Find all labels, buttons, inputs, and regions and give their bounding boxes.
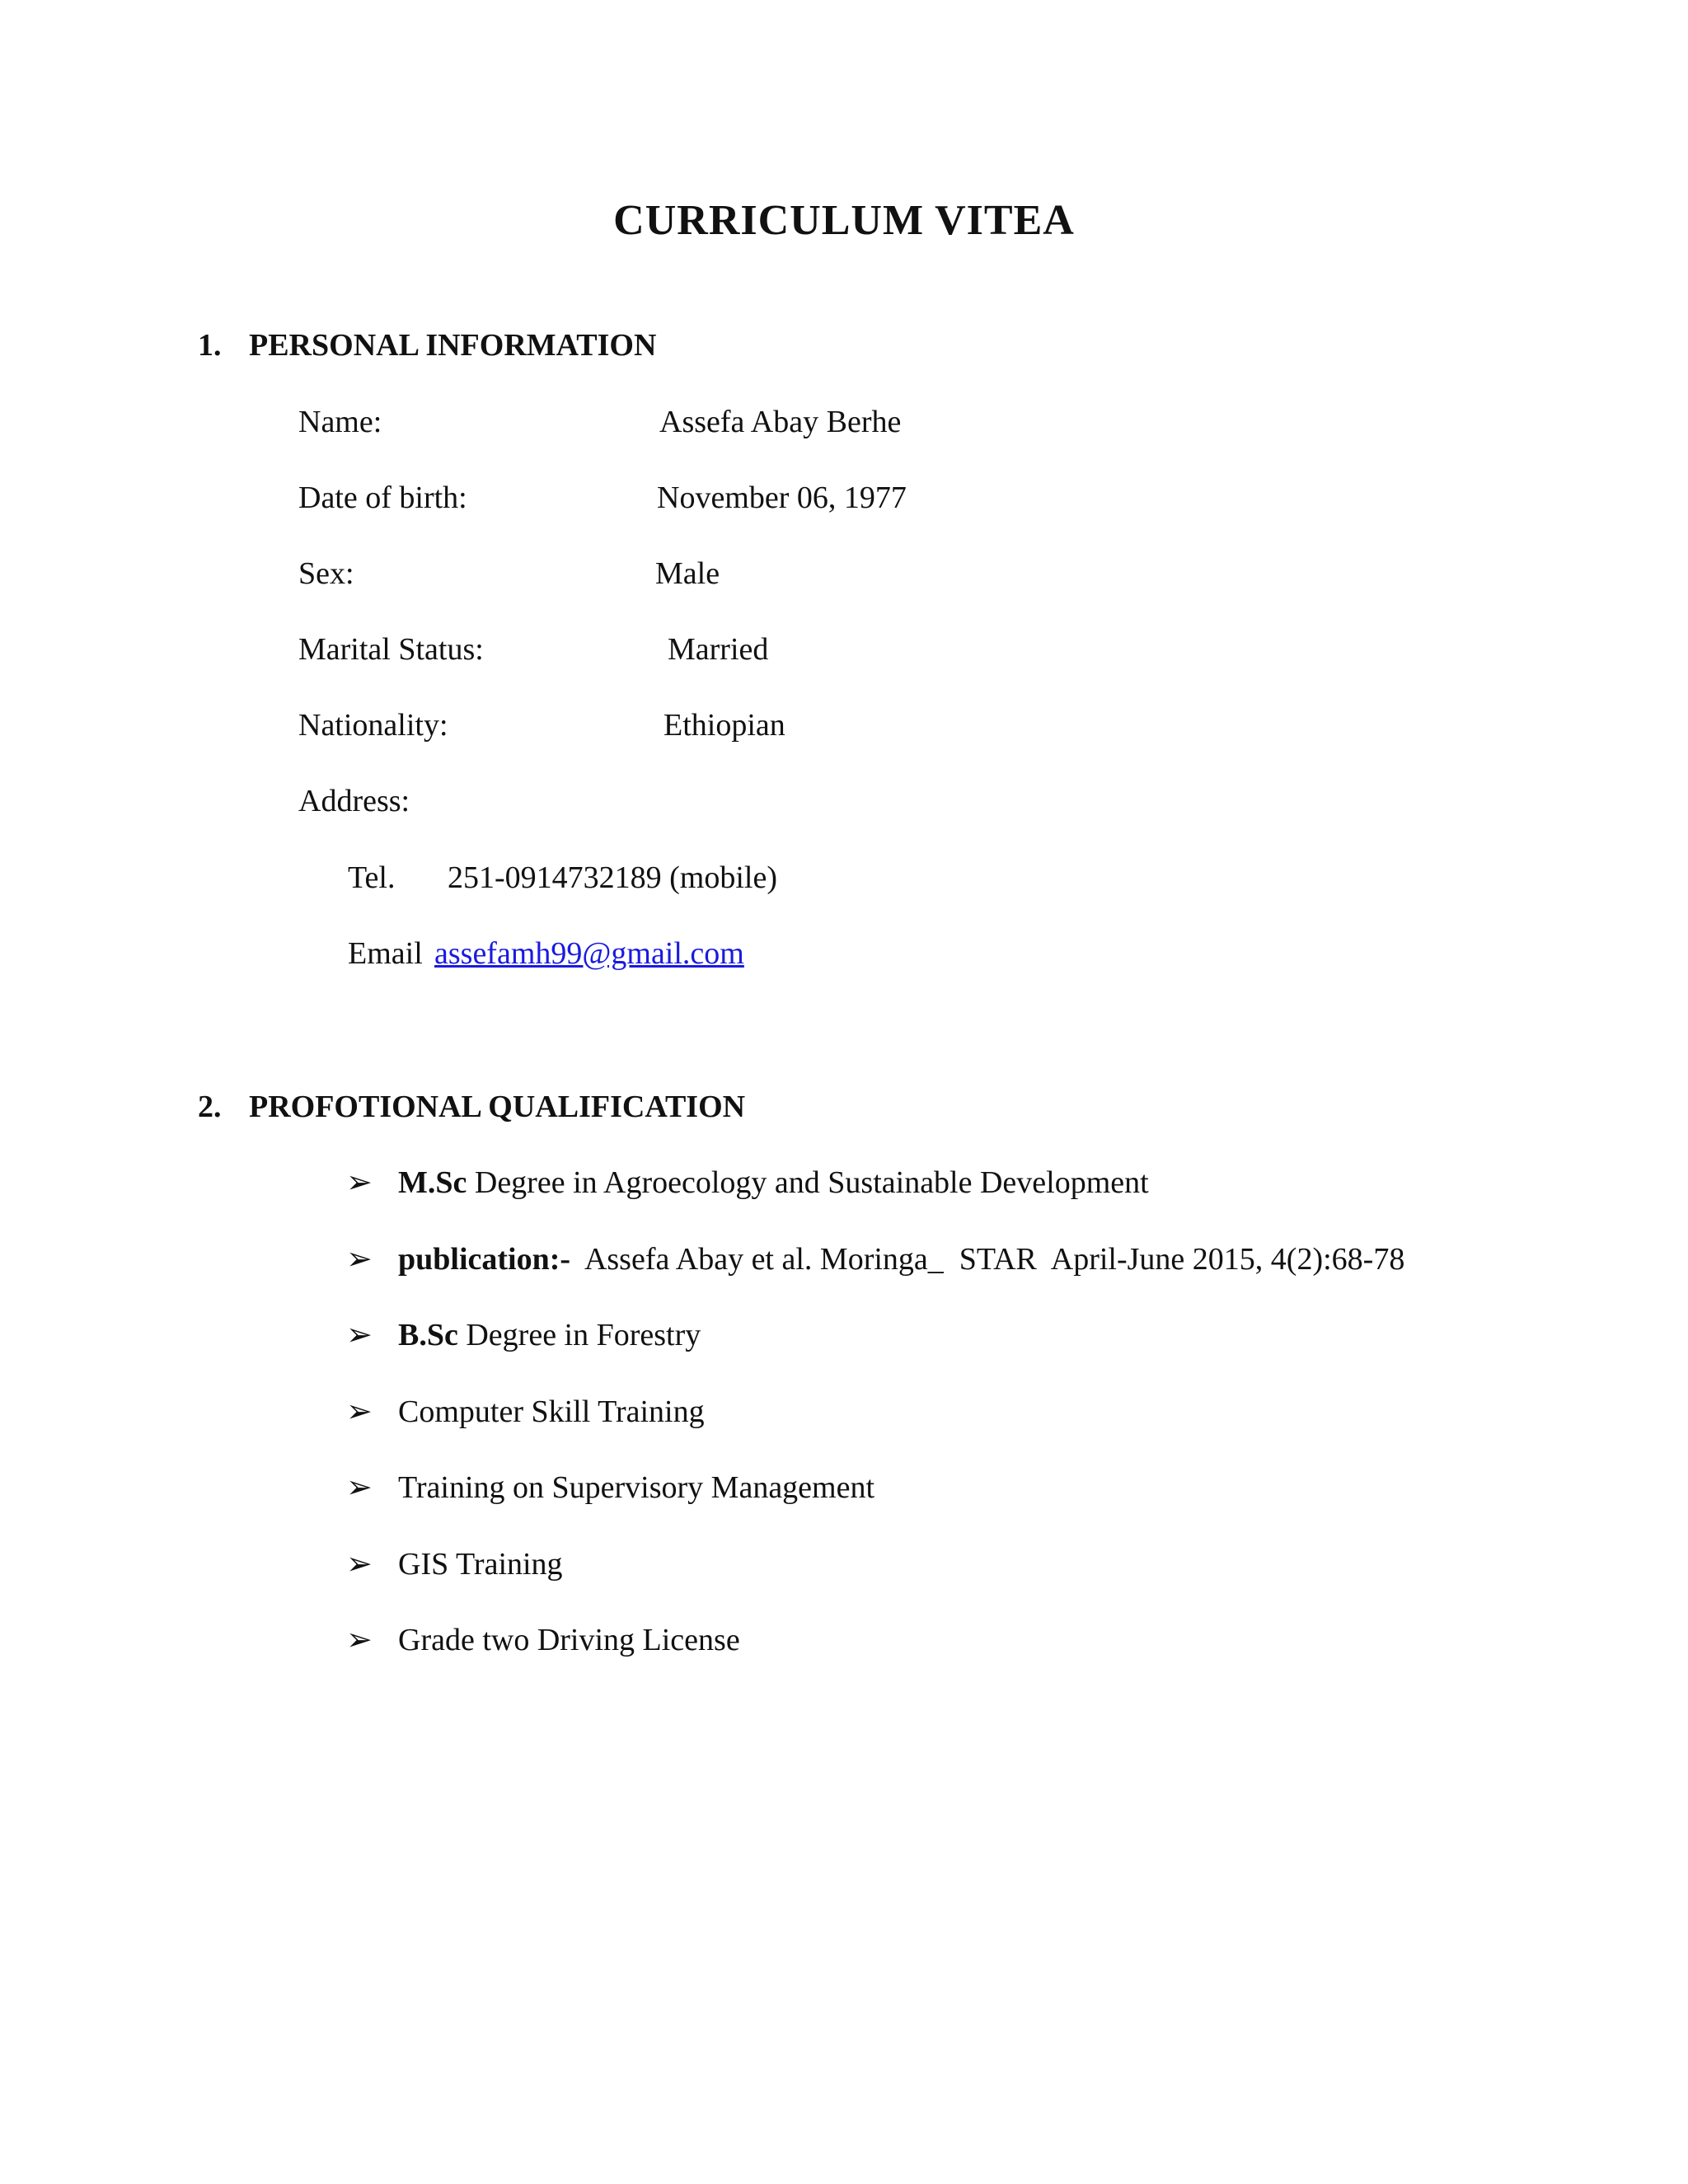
bullet-arrow-icon: ➢ — [346, 1165, 373, 1200]
section-2-number: 2. — [198, 1090, 222, 1124]
qualification-item — [398, 1167, 1149, 1198]
qualification-item-text: Degree in Forestry — [457, 1318, 701, 1352]
tel-label: Tel. — [348, 860, 396, 895]
qualification-item-text: Assefa Abay et al. Moringa_ STAR April-June 2015, 4(2):68-78 — [570, 1242, 1405, 1277]
qualification-item-text: Degree in Agroecology and Sustainable Development — [467, 1165, 1149, 1200]
document-title: CURRICULUM VITEA — [613, 197, 1075, 244]
dob-value: November 06, 1977 — [657, 480, 907, 515]
qualification-item-text: Computer Skill Training — [398, 1394, 705, 1429]
qualification-item-text: GIS Training — [398, 1547, 563, 1582]
bullet-arrow-icon: ➢ — [346, 1623, 373, 1657]
bullet-arrow-icon: ➢ — [346, 1394, 373, 1429]
nationality-label: Nationality: — [298, 708, 448, 743]
email-link[interactable]: assefamh99@gmail.com — [434, 936, 744, 971]
bullet-arrow-icon: ➢ — [346, 1547, 373, 1582]
tel-value: 251-0914732189 (mobile) — [448, 860, 778, 895]
qualification-item-bold: B.Sc — [398, 1318, 458, 1352]
qualification-item-text: Training on Supervisory Management — [398, 1470, 875, 1505]
section-1-number: 1. — [198, 328, 222, 363]
bullet-arrow-icon: ➢ — [346, 1470, 373, 1505]
qualification-item — [398, 1549, 563, 1580]
qualification-item — [398, 1244, 1404, 1275]
bullet-arrow-icon: ➢ — [346, 1318, 373, 1352]
marital-status-label: Marital Status: — [298, 632, 484, 667]
email-label: Email — [348, 936, 423, 971]
bullet-arrow-icon: ➢ — [346, 1242, 373, 1277]
dob-label: Date of birth: — [298, 480, 467, 515]
qualification-item-bold: M.Sc — [398, 1165, 467, 1200]
nationality-value: Ethiopian — [663, 708, 785, 743]
section-1-heading: PERSONAL INFORMATION — [249, 328, 657, 363]
marital-status-value: Married — [668, 632, 769, 667]
sex-label: Sex: — [298, 556, 354, 591]
qualification-item-text: Grade two Driving License — [398, 1623, 740, 1657]
address-label: Address: — [298, 784, 410, 818]
qualification-item — [398, 1319, 701, 1351]
qualification-item — [398, 1624, 740, 1656]
name-label: Name: — [298, 405, 382, 439]
name-value: Assefa Abay Berhe — [659, 405, 902, 439]
qualification-item — [398, 1396, 705, 1427]
qualification-item-bold: publication:- — [398, 1242, 571, 1277]
qualification-item — [398, 1472, 874, 1503]
sex-value: Male — [655, 556, 720, 591]
section-2-heading: PROFOTIONAL QUALIFICATION — [249, 1090, 746, 1124]
